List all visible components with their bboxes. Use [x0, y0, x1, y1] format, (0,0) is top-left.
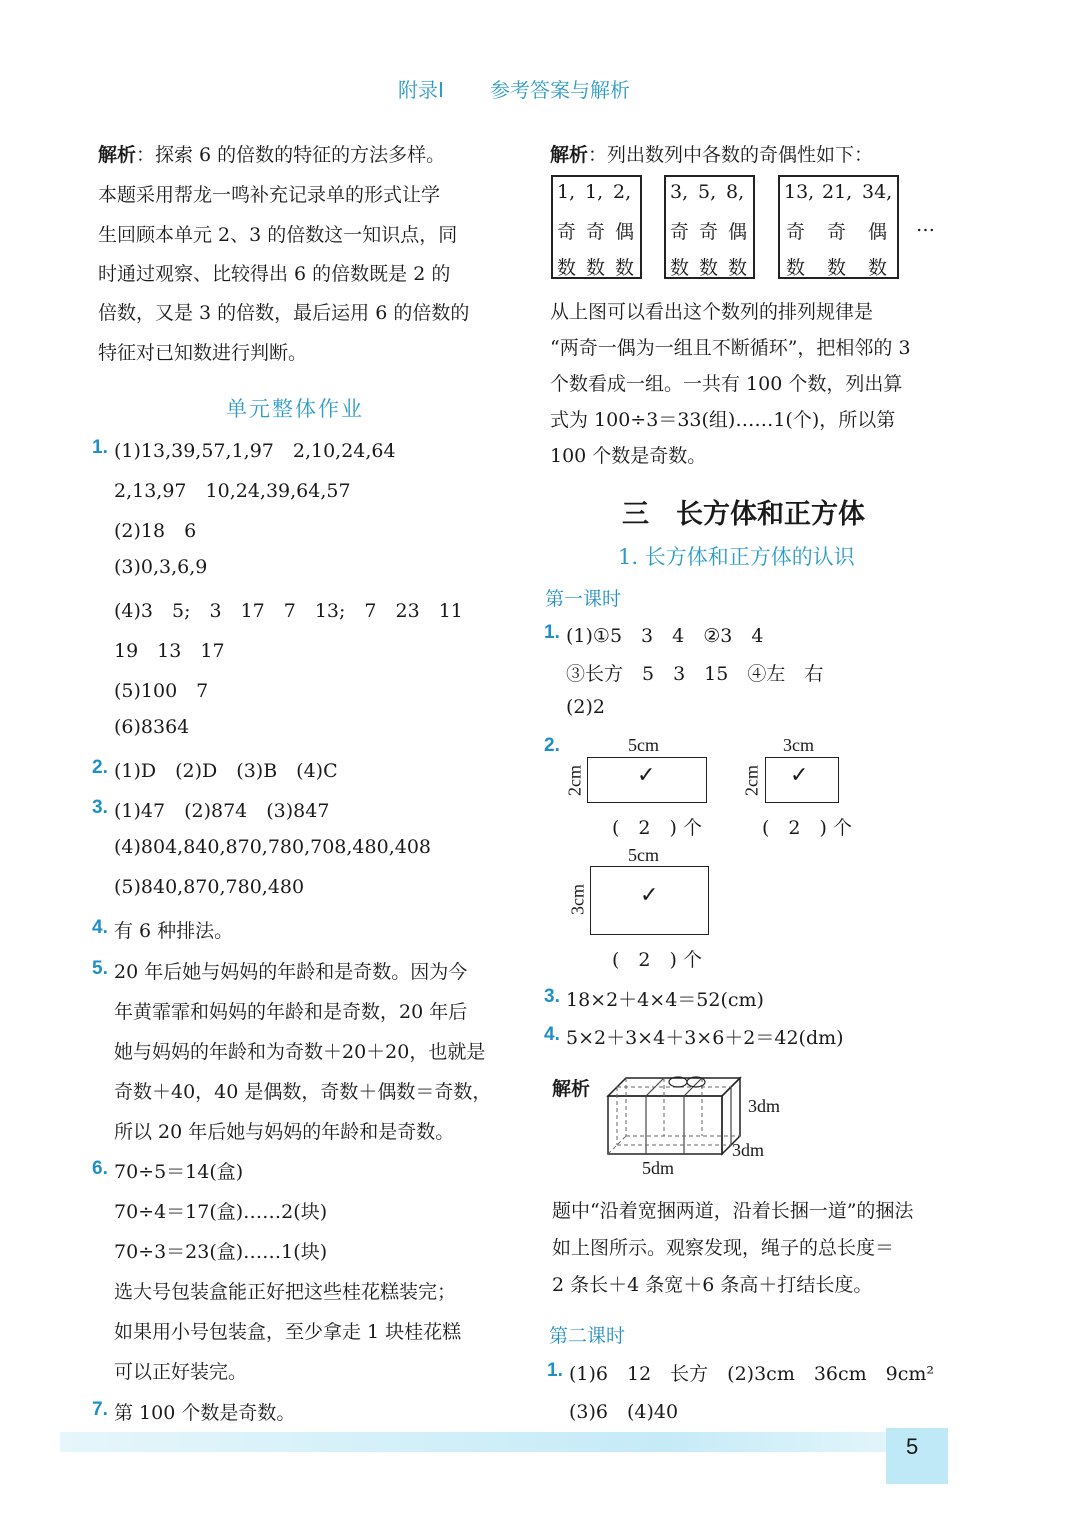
- header-title: 参考答案与解析: [490, 78, 630, 102]
- answer-line: 5×2＋3×4＋3×6＋2＝42(dm): [566, 1027, 844, 1049]
- lesson2-heading: 第二课时: [549, 1325, 626, 1347]
- answer-line: (1)D (2)D (3)B (4)C: [114, 760, 338, 782]
- answer-line: (4)3 5; 3 17 7 13; 7 23 11: [114, 600, 463, 622]
- analysis-label: 解析: [550, 144, 589, 166]
- chapter-title: 三 长方体和正方体: [622, 499, 865, 530]
- answer-line: 有 6 种排法。: [114, 920, 234, 942]
- answer-line: (2)18 6: [114, 520, 197, 542]
- analysis-line: 本题采用帮龙一鸣补充记录单的形式让学: [98, 184, 441, 206]
- answer-line: (5)840,870,780,480: [114, 876, 305, 898]
- analysis-line: 特征对已知数进行判断。: [98, 342, 308, 364]
- answer-line: (3)0,3,6,9: [114, 556, 208, 578]
- answer-line: 18×2＋4×4＝52(cm): [566, 989, 764, 1011]
- gift-box-diagram: [600, 1070, 750, 1160]
- parity-box: 1, 1, 2, 奇 奇 偶 数 数 数: [551, 175, 642, 279]
- item-number: 4.: [544, 1024, 560, 1045]
- pattern-line: 100 个数是奇数。: [550, 445, 707, 467]
- analysis-line: 时通过观察、比较得出 6 的倍数既是 2 的: [98, 263, 451, 285]
- analysis-label: 解析: [552, 1078, 591, 1100]
- section-title: 1. 长方体和正方体的认识: [618, 545, 855, 569]
- answer-line: ③长方 5 3 15 ④左 右: [566, 663, 824, 685]
- pattern-line: 从上图可以看出这个数列的排列规律是: [550, 301, 874, 323]
- item-number: 1.: [544, 622, 560, 643]
- right-analysis-intro: 解析：列出数列中各数的奇偶性如下：: [550, 144, 874, 166]
- answer-line: 年黄霏霏和妈妈的年龄和是奇数，20 年后: [114, 1001, 468, 1023]
- answer-line: 20 年后她与妈妈的年龄和是奇数。因为今: [114, 961, 468, 983]
- pattern-line: 式为 100÷3＝33(组)……1(个)，所以第: [550, 409, 896, 431]
- box-explanation: 2 条长＋4 条宽＋6 条高＋打结长度。: [552, 1274, 873, 1296]
- answer-line: (1)6 12 长方 (2)3cm 36cm 9cm²: [569, 1363, 935, 1385]
- answer-line: 所以 20 年后她与妈妈的年龄和是奇数。: [114, 1121, 455, 1143]
- answer-line: 她与妈妈的年龄和为奇数＋20＋20，也就是: [114, 1041, 486, 1063]
- box-height-label: 3dm: [748, 1096, 781, 1116]
- answer-line: (1)47 (2)874 (3)847: [114, 800, 330, 822]
- pattern-line: 个数看成一组。一共有 100 个数，列出算: [550, 373, 903, 395]
- item-number: 3.: [92, 797, 108, 818]
- answer-line: 70÷3＝23(盒)……1(块): [114, 1241, 328, 1263]
- box-explanation: 如上图所示。观察发现，绳子的总长度＝: [552, 1237, 895, 1259]
- item-number: 1.: [92, 437, 108, 458]
- item-number: 5.: [92, 958, 108, 979]
- box-explanation: 题中“沿着宽捆两道，沿着长捆一道”的捆法: [552, 1200, 914, 1222]
- answer-line: (4)804,840,870,780,708,480,408: [114, 836, 432, 858]
- answer-line: 如果用小号包装盒，至少拿走 1 块桂花糕: [114, 1321, 462, 1343]
- analysis-label: 解析: [98, 144, 137, 166]
- answer-line: (2)2: [566, 696, 606, 718]
- answer-line: 奇数＋40，40 是偶数，奇数＋偶数＝奇数，: [114, 1081, 492, 1103]
- item-number: 2.: [544, 735, 560, 756]
- page-number: 5: [906, 1434, 919, 1459]
- answer-line: 19 13 17: [114, 640, 225, 662]
- analysis-line: 生回顾本单元 2、3 的倍数这一知识点，同: [98, 224, 458, 246]
- ellipsis: …: [916, 214, 935, 236]
- item-number: 3.: [544, 986, 560, 1007]
- answer-line: (1)①5 3 4 ②3 4: [566, 625, 764, 647]
- analysis-paragraph: 解析：探索 6 的倍数的特征的方法多样。: [98, 144, 446, 166]
- answer-line: (3)6 (4)40: [569, 1401, 679, 1423]
- appendix-label: 附录Ⅰ: [398, 78, 444, 102]
- answer-line: (1)13,39,57,1,97 2,10,24,64: [114, 440, 396, 462]
- answer-line: (5)100 7: [114, 680, 209, 702]
- item-number: 2.: [92, 757, 108, 778]
- answer-line: 可以正好装完。: [114, 1361, 248, 1383]
- box-length-label: 5dm: [642, 1158, 675, 1178]
- pattern-line: “两奇一偶为一组且不断循环”，把相邻的 3: [550, 337, 911, 359]
- parity-box: 13, 21, 34, 奇 奇 偶 数 数 数: [778, 175, 899, 279]
- item-number: 7.: [92, 1399, 108, 1420]
- answer-line: 70÷5＝14(盒): [114, 1161, 244, 1183]
- answer-line: 2,13,97 10,24,39,64,57: [114, 480, 351, 502]
- item-number: 1.: [547, 1360, 563, 1381]
- answer-line: 选大号包装盒能正好把这些桂花糕装完；: [114, 1281, 457, 1303]
- lesson1-heading: 第一课时: [545, 588, 622, 610]
- box-width-label: 3dm: [732, 1140, 765, 1160]
- answer-line: 70÷4＝17(盒)……2(块): [114, 1201, 328, 1223]
- footer-band: [60, 1432, 920, 1452]
- answer-line: (6)8364: [114, 716, 190, 738]
- parity-box: 3, 5, 8, 奇 奇 偶 数 数 数: [664, 175, 755, 279]
- item-number: 4.: [92, 917, 108, 938]
- answer-line: 第 100 个数是奇数。: [114, 1402, 296, 1424]
- analysis-line: 倍数，又是 3 的倍数，最后运用 6 的倍数的: [98, 302, 470, 324]
- unit-title: 单元整体作业: [226, 397, 364, 421]
- item-number: 6.: [92, 1158, 108, 1179]
